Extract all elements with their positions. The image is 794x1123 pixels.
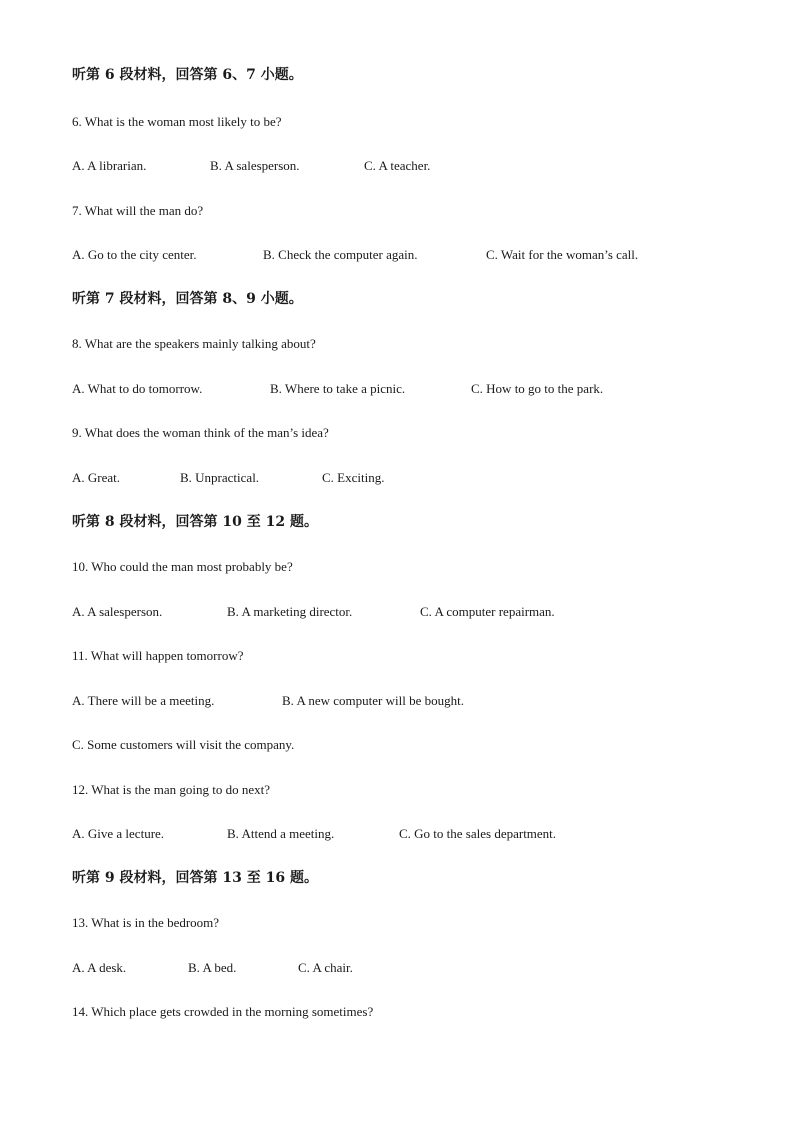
answer-option: C. Some customers will visit the company. (72, 737, 295, 752)
question-text: 9. What does the woman think of the man’s idea? (72, 425, 329, 440)
section-heading: 听第 9 段材料，回答第 13 至 16 题。 (72, 870, 318, 886)
answer-option: B. A salesperson. (210, 158, 300, 173)
answer-option: C. How to go to the park. (471, 381, 604, 396)
answer-option: A. A librarian. (72, 158, 147, 173)
answer-option: B. A bed. (188, 960, 237, 975)
answer-option: B. Attend a meeting. (227, 826, 335, 841)
question-text: 10. Who could the man most probably be? (72, 559, 293, 574)
question-text: 6. What is the woman most likely to be? (72, 114, 282, 129)
answer-option: C. Go to the sales department. (399, 826, 557, 841)
question-text: 14. Which place gets crowded in the morning sometimes? (72, 1004, 374, 1019)
question-text: 8. What are the speakers mainly talking about? (72, 336, 316, 351)
answer-option: B. Where to take a picnic. (270, 381, 406, 396)
section-heading: 听第 7 段材料，回答第 8、9 小题。 (72, 291, 303, 307)
answer-option: B. Check the computer again. (263, 247, 418, 262)
section-heading: 听第 8 段材料，回答第 10 至 12 题。 (72, 514, 318, 530)
question-text: 12. What is the man going to do next? (72, 782, 270, 797)
question-text: 11. What will happen tomorrow? (72, 648, 244, 663)
answer-option: A. What to do tomorrow. (72, 381, 203, 396)
question-text: 7. What will the man do? (72, 203, 204, 218)
answer-option: B. A marketing director. (227, 604, 353, 619)
answer-option: A. Go to the city center. (72, 247, 197, 262)
question-text: 13. What is in the bedroom? (72, 915, 220, 930)
answer-option: A. Great. (72, 470, 121, 485)
answer-option: C. Exciting. (322, 470, 385, 485)
answer-option: A. A desk. (72, 960, 127, 975)
answer-option: C. A computer repairman. (420, 604, 555, 619)
answer-option: C. A teacher. (364, 158, 431, 173)
answer-option: B. Unpractical. (180, 470, 260, 485)
answer-option: B. A new computer will be bought. (282, 693, 464, 708)
answer-option: C. A chair. (298, 960, 353, 975)
answer-option: C. Wait for the woman’s call. (486, 247, 639, 262)
answer-option: A. There will be a meeting. (72, 693, 215, 708)
answer-option: A. Give a lecture. (72, 826, 165, 841)
section-heading: 听第 6 段材料，回答第 6、7 小题。 (72, 67, 303, 83)
answer-option: A. A salesperson. (72, 604, 163, 619)
